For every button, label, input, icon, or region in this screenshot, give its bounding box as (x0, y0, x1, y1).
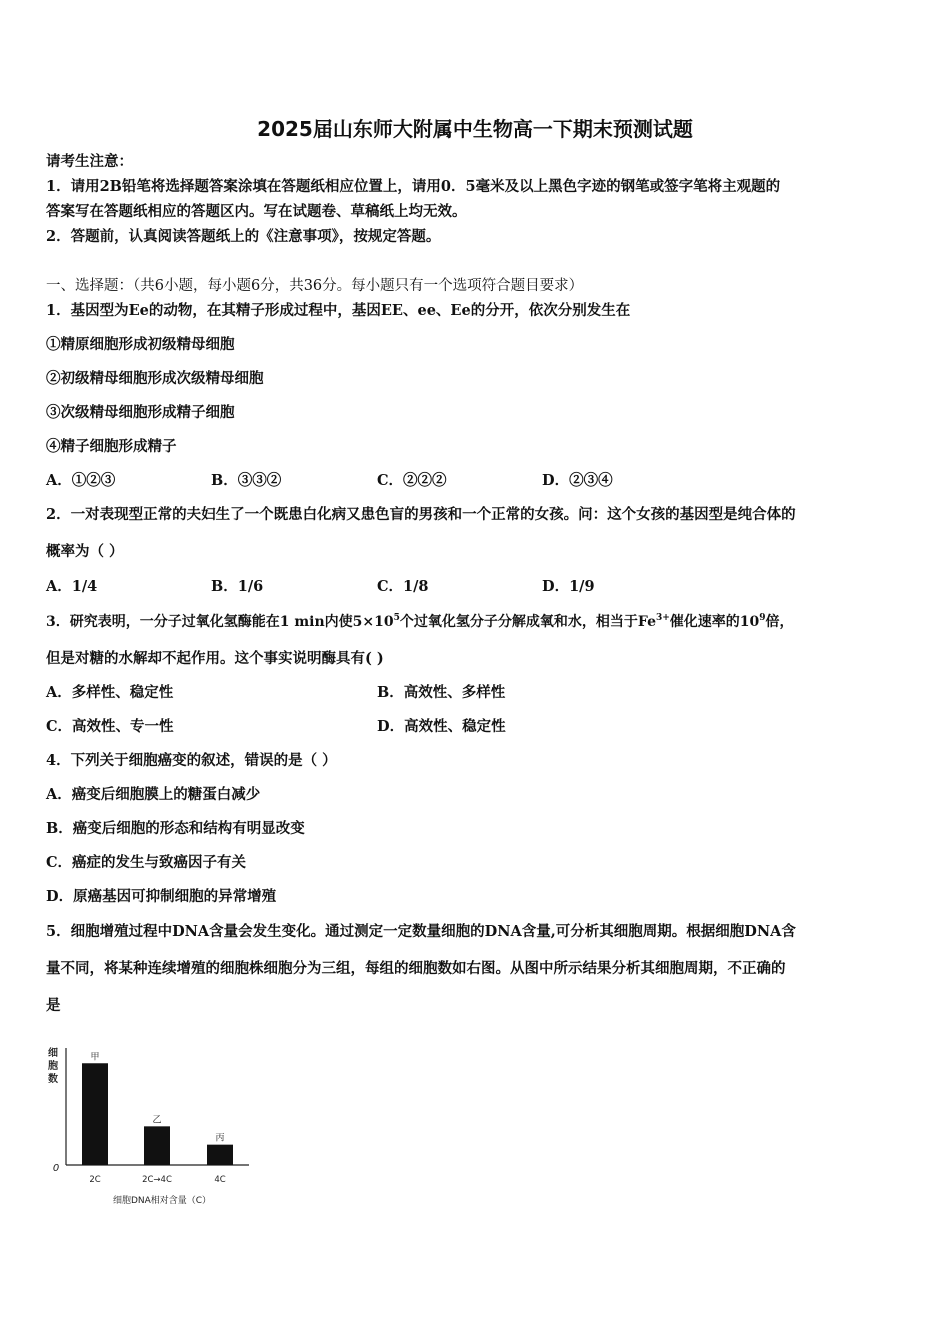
q1-statement-4: ④精子细胞形成精子 (46, 438, 177, 455)
q1-stem: 1．基因型为Ee的动物，在其精子形成过程中，基因EE、ee、Ee的分开，依次分别发生在 (46, 302, 631, 319)
q1-option-c: C．②②② (377, 472, 447, 489)
q2-option-d: D．1/9 (542, 578, 595, 595)
q3-stem-part4: 倍， (765, 614, 794, 630)
q3-exp-3: 9 (759, 613, 766, 623)
q2-option-c: C．1/8 (377, 578, 429, 595)
notice-heading: 请考生注意： (46, 153, 133, 170)
y-axis-label-char: 胞 (48, 1061, 58, 1072)
q2-stem-a: 2．一对表现型正常的夫妇生了一个既患白化病又患色盲的男孩和一个正常的女孩。问：这个女孩的基因型是纯合体的 (46, 506, 796, 523)
q3-option-b: B．高效性、多样性 (377, 684, 506, 701)
x-tick-label: 2C→4C (142, 1175, 172, 1185)
q5-stem-b: 量不同，将某种连续增殖的细胞株细胞分为三组，每组的细胞数如右图。从图中所示结果分析其细胞周期，不正确的 (46, 960, 786, 977)
q5-stem-a: 5．细胞增殖过程中DNA含量会发生变化。通过测定一定数量细胞的DNA含量,可分析其细胞周期。根据细胞DNA含 (46, 923, 796, 940)
q3-option-d: D．高效性、稳定性 (377, 718, 506, 735)
q3-exp-1: 5 (393, 613, 400, 623)
bar-2C→4C (144, 1126, 170, 1165)
q4-option-b: B．癌变后细胞的形态和结构有明显改变 (46, 820, 305, 837)
q3-stem-part3: 催化速率的10 (669, 614, 760, 630)
page-title: 2025届山东师大附属中生物高一下期末预测试题 (257, 117, 693, 141)
bar-4C (207, 1145, 233, 1165)
y-axis-label-char: 细 (48, 1048, 58, 1059)
bar-label: 甲 (90, 1052, 100, 1063)
notice-item-1b: 答案写在答题纸相应的答题区内。写在试题卷、草稿纸上均无效。 (46, 203, 467, 220)
q1-statement-3: ③次级精母细胞形成精子细胞 (46, 404, 235, 421)
q4-option-a: A．癌变后细胞膜上的糖蛋白减少 (46, 786, 261, 803)
q3-stem-part1: 3．研究表明，一分子过氧化氢酶能在1 min内使5×10 (46, 614, 394, 630)
q1-option-a: A．①②③ (46, 472, 116, 489)
chart-layer (48, 1046, 249, 1206)
q1-statement-1: ①精原细胞形成初级精母细胞 (46, 336, 235, 353)
q3-stem-a (46, 612, 794, 632)
y-axis-label-char: 数 (48, 1074, 58, 1085)
x-axis-label: 细胞DNA相对含量（C） (112, 1196, 212, 1206)
q4-option-d: D．原癌基因可抑制细胞的异常增殖 (46, 888, 277, 905)
q3-stem-b: 但是对糖的水解却不起作用。这个事实说明酶具有( ) (46, 650, 384, 667)
q2-option-a: A．1/4 (46, 578, 98, 595)
bar-label: 丙 (215, 1133, 225, 1144)
q5-stem-c: 是 (46, 997, 61, 1014)
q4-stem: 4．下列关于细胞癌变的叙述，错误的是（ ） (46, 752, 337, 769)
x-tick-label: 4C (214, 1175, 226, 1185)
q1-option-d: D．②③④ (542, 472, 613, 489)
q3-option-a: A．多样性、稳定性 (46, 684, 174, 701)
q2-stem-b: 概率为（ ） (46, 543, 124, 560)
q1-statement-2: ②初级精母细胞形成次级精母细胞 (46, 370, 264, 387)
origin-label: 0 (52, 1163, 60, 1174)
q2-option-b: B．1/6 (211, 578, 264, 595)
x-tick-label: 2C (89, 1175, 101, 1185)
notice-item-2: 2．答题前，认真阅读答题纸上的《注意事项》，按规定答题。 (46, 228, 441, 245)
q1-option-b: B．③③② (211, 472, 282, 489)
notice-item-1a: 1．请用2B铅笔将选择题答案涂填在答题纸相应位置上，请用0．5毫米及以上黑色字迹的钢笔或签字笔将主观题的 (46, 178, 781, 195)
dna-content-bar-chart (44, 1040, 254, 1215)
q4-option-c: C．癌症的发生与致癌因子有关 (46, 854, 247, 871)
q3-option-c: C．高效性、专一性 (46, 718, 174, 735)
q3-stem-part2: 个过氧化氢分子分解成氧和水，相当于Fe (399, 614, 656, 630)
bar-2C (82, 1063, 108, 1165)
q3-exp-2: 3+ (655, 613, 670, 623)
section-heading: 一、选择题：（共6小题，每小题6分，共36分。每小题只有一个选项符合题目要求） (46, 278, 584, 294)
bar-label: 乙 (152, 1115, 162, 1126)
